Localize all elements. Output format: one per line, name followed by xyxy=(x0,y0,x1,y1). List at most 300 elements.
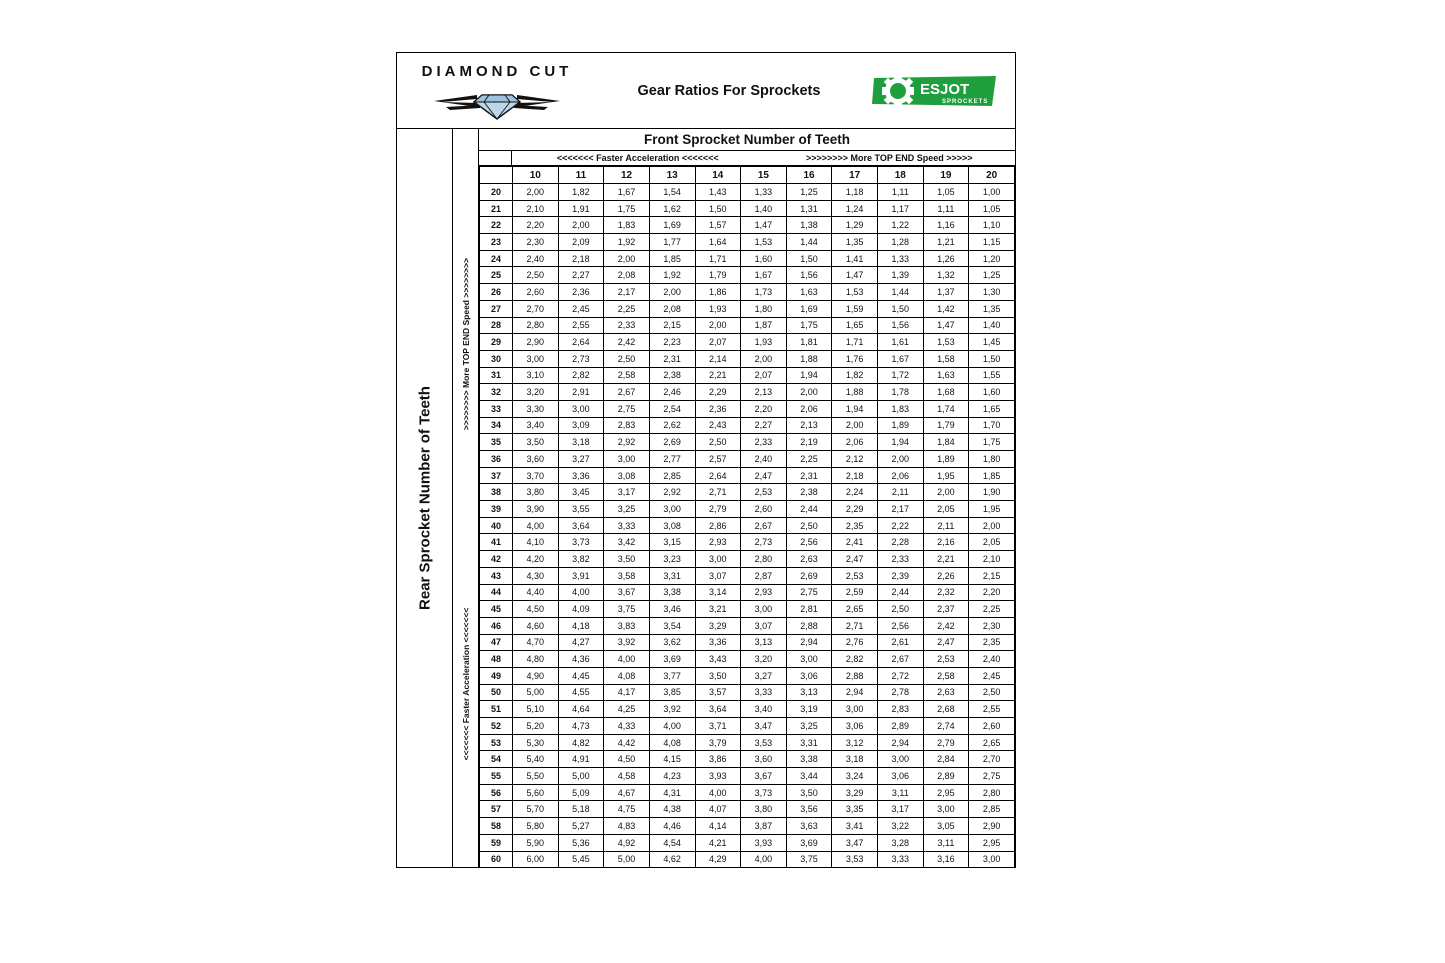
ratio-cell: 2,11 xyxy=(878,484,924,501)
ratio-cell: 2,37 xyxy=(923,601,969,618)
ratio-cell: 3,11 xyxy=(923,834,969,851)
rear-teeth-header-27: 27 xyxy=(480,300,513,317)
ratio-cell: 1,25 xyxy=(786,184,832,201)
table-row xyxy=(480,701,1015,718)
table-row xyxy=(480,267,1015,284)
front-direction-row xyxy=(479,151,1015,166)
ratio-cell: 4,00 xyxy=(604,651,650,668)
ratio-cell: 3,50 xyxy=(786,784,832,801)
rear-teeth-header-37: 37 xyxy=(480,467,513,484)
ratio-cell: 4,60 xyxy=(513,617,559,634)
ratio-cell: 3,16 xyxy=(923,851,969,867)
rear-teeth-header-31: 31 xyxy=(480,367,513,384)
table-header xyxy=(480,167,1015,184)
ratio-cell: 3,33 xyxy=(741,684,787,701)
rear-acceleration-arrow: <<<<<<< Faster Acceleration <<<<<<< xyxy=(460,607,471,761)
ratio-cell: 1,25 xyxy=(969,267,1015,284)
front-teeth-header-12: 12 xyxy=(604,167,650,184)
rear-teeth-header-52: 52 xyxy=(480,718,513,735)
ratio-cell: 1,53 xyxy=(923,334,969,351)
ratio-cell: 3,62 xyxy=(649,634,695,651)
ratio-cell: 3,29 xyxy=(695,617,741,634)
ratio-cell: 2,47 xyxy=(741,467,787,484)
ratio-cell: 1,56 xyxy=(878,317,924,334)
ratio-cell: 2,56 xyxy=(878,617,924,634)
svg-text:ESJOT: ESJOT xyxy=(920,80,970,98)
ratio-cell: 3,05 xyxy=(923,818,969,835)
ratio-cell: 2,87 xyxy=(741,567,787,584)
ratio-cell: 1,61 xyxy=(878,334,924,351)
ratio-cell: 2,81 xyxy=(786,601,832,618)
ratio-cell: 2,19 xyxy=(786,434,832,451)
ratio-cell: 2,50 xyxy=(604,350,650,367)
ratio-cell: 3,06 xyxy=(832,718,878,735)
rear-teeth-header-50: 50 xyxy=(480,684,513,701)
gear-ratio-table xyxy=(479,166,1015,867)
ratio-cell: 2,70 xyxy=(513,300,559,317)
ratio-cell: 3,36 xyxy=(558,467,604,484)
ratio-cell: 3,00 xyxy=(513,350,559,367)
ratio-cell: 1,55 xyxy=(969,367,1015,384)
ratio-cell: 3,08 xyxy=(649,517,695,534)
ratio-cell: 1,21 xyxy=(923,234,969,251)
ratio-cell: 2,93 xyxy=(695,534,741,551)
ratio-cell: 2,54 xyxy=(649,400,695,417)
ratio-cell: 2,79 xyxy=(695,501,741,518)
ratio-cell: 2,24 xyxy=(832,484,878,501)
ratio-cell: 1,92 xyxy=(604,234,650,251)
ratio-cell: 1,62 xyxy=(649,200,695,217)
brand-name: DIAMOND CUT xyxy=(421,62,573,80)
table-row xyxy=(480,284,1015,301)
ratio-cell: 3,64 xyxy=(695,701,741,718)
ratio-cell: 1,85 xyxy=(649,250,695,267)
ratio-cell: 3,29 xyxy=(832,784,878,801)
ratio-cell: 2,31 xyxy=(649,350,695,367)
ratio-cell: 2,17 xyxy=(878,501,924,518)
table-row xyxy=(480,484,1015,501)
table-row xyxy=(480,551,1015,568)
rear-teeth-header-54: 54 xyxy=(480,751,513,768)
ratio-cell: 2,71 xyxy=(695,484,741,501)
ratio-cell: 2,57 xyxy=(695,451,741,468)
ratio-cell: 2,89 xyxy=(878,718,924,735)
ratio-cell: 3,00 xyxy=(832,701,878,718)
table-row xyxy=(480,384,1015,401)
ratio-cell: 1,45 xyxy=(969,334,1015,351)
rear-teeth-header-34: 34 xyxy=(480,417,513,434)
rear-teeth-header-51: 51 xyxy=(480,701,513,718)
ratio-cell: 2,27 xyxy=(741,417,787,434)
faster-acceleration-label: <<<<<<< Faster Acceleration <<<<<<< xyxy=(556,153,719,163)
ratio-cell: 2,82 xyxy=(558,367,604,384)
ratio-cell: 1,44 xyxy=(878,284,924,301)
ratio-cell: 3,63 xyxy=(786,818,832,835)
table-row xyxy=(480,718,1015,735)
rear-teeth-header-42: 42 xyxy=(480,551,513,568)
ratio-cell: 3,75 xyxy=(604,601,650,618)
ratio-cell: 2,89 xyxy=(923,768,969,785)
ratio-cell: 3,36 xyxy=(695,634,741,651)
front-teeth-header-14: 14 xyxy=(695,167,741,184)
ratio-cell: 2,60 xyxy=(513,284,559,301)
ratio-cell: 2,29 xyxy=(695,384,741,401)
table-row xyxy=(480,818,1015,835)
ratio-cell: 4,70 xyxy=(513,634,559,651)
ratio-cell: 2,21 xyxy=(695,367,741,384)
ratio-cell: 1,28 xyxy=(878,234,924,251)
ratio-cell: 5,30 xyxy=(513,734,559,751)
ratio-cell: 2,00 xyxy=(604,250,650,267)
ratio-cell: 1,88 xyxy=(786,350,832,367)
ratio-cell: 4,50 xyxy=(513,601,559,618)
rear-teeth-header-33: 33 xyxy=(480,400,513,417)
table-row xyxy=(480,734,1015,751)
ratio-cell: 2,38 xyxy=(786,484,832,501)
rear-teeth-header-44: 44 xyxy=(480,584,513,601)
ratio-cell: 2,35 xyxy=(832,517,878,534)
front-teeth-header-16: 16 xyxy=(786,167,832,184)
top-end-speed-label: >>>>>>>> More TOP END Speed >>>>> xyxy=(805,153,973,163)
ratio-cell: 2,20 xyxy=(513,217,559,234)
ratio-cell: 1,53 xyxy=(832,284,878,301)
ratio-cell: 1,15 xyxy=(969,234,1015,251)
ratio-cell: 2,80 xyxy=(513,317,559,334)
ratio-cell: 1,32 xyxy=(923,267,969,284)
table-row xyxy=(480,768,1015,785)
ratio-cell: 5,40 xyxy=(513,751,559,768)
ratio-cell: 2,33 xyxy=(878,551,924,568)
ratio-cell: 2,69 xyxy=(649,434,695,451)
ratio-cell: 2,70 xyxy=(969,751,1015,768)
ratio-cell: 2,39 xyxy=(878,567,924,584)
ratio-cell: 4,27 xyxy=(558,634,604,651)
ratio-cell: 4,08 xyxy=(649,734,695,751)
front-teeth-header-19: 19 xyxy=(923,167,969,184)
ratio-cell: 5,90 xyxy=(513,834,559,851)
ratio-cell: 2,36 xyxy=(695,400,741,417)
ratio-cell: 1,68 xyxy=(923,384,969,401)
ratio-cell: 2,75 xyxy=(969,768,1015,785)
ratio-cell: 2,00 xyxy=(832,417,878,434)
ratio-cell: 1,95 xyxy=(969,501,1015,518)
ratio-cell: 2,18 xyxy=(832,467,878,484)
ratio-cell: 1,16 xyxy=(923,217,969,234)
ratio-cell: 1,42 xyxy=(923,300,969,317)
ratio-cell: 2,69 xyxy=(786,567,832,584)
ratio-cell: 2,35 xyxy=(969,634,1015,651)
ratio-cell: 1,53 xyxy=(741,234,787,251)
ratio-cell: 2,38 xyxy=(649,367,695,384)
ratio-cell: 4,25 xyxy=(604,701,650,718)
ratio-cell: 2,95 xyxy=(923,784,969,801)
rear-teeth-header-29: 29 xyxy=(480,334,513,351)
ratio-cell: 3,25 xyxy=(786,718,832,735)
svg-text:SPROCKETS: SPROCKETS xyxy=(942,98,989,105)
ratio-cell: 2,64 xyxy=(695,467,741,484)
ratio-cell: 3,80 xyxy=(741,801,787,818)
ratio-cell: 2,50 xyxy=(513,267,559,284)
table-row xyxy=(480,350,1015,367)
ratio-cell: 2,63 xyxy=(923,684,969,701)
rear-teeth-header-46: 46 xyxy=(480,617,513,634)
ratio-cell: 1,92 xyxy=(649,267,695,284)
ratio-cell: 1,65 xyxy=(832,317,878,334)
ratio-cell: 1,94 xyxy=(878,434,924,451)
ratio-cell: 3,82 xyxy=(558,551,604,568)
page-title: Gear Ratios For Sprockets xyxy=(637,82,821,99)
ratio-cell: 1,11 xyxy=(878,184,924,201)
ratio-cell: 1,43 xyxy=(695,184,741,201)
ratio-cell: 2,44 xyxy=(878,584,924,601)
ratio-cell: 3,71 xyxy=(695,718,741,735)
ratio-cell: 2,77 xyxy=(649,451,695,468)
ratio-cell: 3,92 xyxy=(604,634,650,651)
ratio-cell: 4,80 xyxy=(513,651,559,668)
ratio-cell: 2,85 xyxy=(969,801,1015,818)
ratio-cell: 2,53 xyxy=(741,484,787,501)
ratio-cell: 1,94 xyxy=(832,400,878,417)
ratio-cell: 3,27 xyxy=(558,451,604,468)
ratio-cell: 5,00 xyxy=(558,768,604,785)
ratio-cell: 2,06 xyxy=(878,467,924,484)
rear-teeth-header-55: 55 xyxy=(480,768,513,785)
table-row xyxy=(480,601,1015,618)
ratio-cell: 3,17 xyxy=(878,801,924,818)
front-teeth-header-20: 20 xyxy=(969,167,1015,184)
ratio-cell: 1,50 xyxy=(786,250,832,267)
ratio-cell: 3,50 xyxy=(604,551,650,568)
ratio-cell: 4,90 xyxy=(513,667,559,684)
ratio-cell: 2,44 xyxy=(786,501,832,518)
table-row xyxy=(480,651,1015,668)
ratio-cell: 3,55 xyxy=(558,501,604,518)
ratio-cell: 3,41 xyxy=(832,818,878,835)
ratio-cell: 2,80 xyxy=(741,551,787,568)
ratio-cell: 3,22 xyxy=(878,818,924,835)
ratio-cell: 3,92 xyxy=(649,701,695,718)
ratio-cell: 2,20 xyxy=(969,584,1015,601)
rear-title-text: Rear Sprocket Number of Teeth xyxy=(416,386,433,611)
ratio-cell: 2,42 xyxy=(604,334,650,351)
ratio-cell: 3,00 xyxy=(969,851,1015,867)
ratio-cell: 2,30 xyxy=(513,234,559,251)
ratio-cell: 2,15 xyxy=(969,567,1015,584)
ratio-cell: 1,79 xyxy=(923,417,969,434)
ratio-cell: 4,82 xyxy=(558,734,604,751)
ratio-cell: 2,90 xyxy=(969,818,1015,835)
ratio-cell: 3,15 xyxy=(649,534,695,551)
ratio-cell: 3,42 xyxy=(604,534,650,551)
ratio-cell: 3,07 xyxy=(695,567,741,584)
ratio-cell: 2,30 xyxy=(969,617,1015,634)
ratio-cell: 4,42 xyxy=(604,734,650,751)
ratio-cell: 4,20 xyxy=(513,551,559,568)
ratio-cell: 3,25 xyxy=(604,501,650,518)
ratio-cell: 2,47 xyxy=(923,634,969,651)
ratio-cell: 2,00 xyxy=(558,217,604,234)
ratio-cell: 2,62 xyxy=(649,417,695,434)
rear-top-end-arrow: >>>>>>>> More TOP END Speed >>>>>>>> xyxy=(460,257,471,431)
ratio-cell: 2,94 xyxy=(832,684,878,701)
ratio-cell: 1,54 xyxy=(649,184,695,201)
ratio-cell: 2,11 xyxy=(923,517,969,534)
ratio-cell: 5,45 xyxy=(558,851,604,867)
ratio-cell: 3,35 xyxy=(832,801,878,818)
ratio-cell: 1,60 xyxy=(741,250,787,267)
ratio-cell: 2,21 xyxy=(923,551,969,568)
ratio-cell: 4,36 xyxy=(558,651,604,668)
ratio-cell: 2,61 xyxy=(878,634,924,651)
ratio-cell: 1,65 xyxy=(969,400,1015,417)
ratio-cell: 2,78 xyxy=(878,684,924,701)
ratio-cell: 1,60 xyxy=(969,384,1015,401)
ratio-cell: 1,69 xyxy=(649,217,695,234)
ratio-cell: 3,93 xyxy=(695,768,741,785)
ratio-cell: 4,38 xyxy=(649,801,695,818)
ratio-cell: 2,82 xyxy=(832,651,878,668)
ratio-cell: 4,14 xyxy=(695,818,741,835)
ratio-cell: 2,07 xyxy=(741,367,787,384)
ratio-cell: 2,22 xyxy=(878,517,924,534)
table-row xyxy=(480,184,1015,201)
ratio-cell: 2,86 xyxy=(695,517,741,534)
ratio-cell: 2,56 xyxy=(786,534,832,551)
ratio-cell: 3,11 xyxy=(878,784,924,801)
ratio-cell: 5,00 xyxy=(513,684,559,701)
ratio-cell: 2,20 xyxy=(741,400,787,417)
table-row xyxy=(480,617,1015,634)
ratio-cell: 1,47 xyxy=(741,217,787,234)
rear-teeth-header-32: 32 xyxy=(480,384,513,401)
ratio-cell: 2,40 xyxy=(513,250,559,267)
rear-direction-arrows xyxy=(453,129,479,867)
ratio-cell: 1,76 xyxy=(832,350,878,367)
ratio-cell: 3,90 xyxy=(513,501,559,518)
diamond-wings-logo xyxy=(432,81,562,121)
ratio-cell: 1,29 xyxy=(832,217,878,234)
ratio-cell: 5,10 xyxy=(513,701,559,718)
ratio-cell: 2,45 xyxy=(969,667,1015,684)
ratio-cell: 2,32 xyxy=(923,584,969,601)
rear-teeth-header-53: 53 xyxy=(480,734,513,751)
ratio-cell: 1,71 xyxy=(832,334,878,351)
ratio-cell: 4,00 xyxy=(649,718,695,735)
ratio-cell: 4,00 xyxy=(558,584,604,601)
ratio-cell: 1,95 xyxy=(923,467,969,484)
ratio-cell: 2,90 xyxy=(513,334,559,351)
ratio-cell: 1,35 xyxy=(969,300,1015,317)
ratio-cell: 4,54 xyxy=(649,834,695,851)
ratio-cell: 3,00 xyxy=(604,451,650,468)
rear-teeth-header-38: 38 xyxy=(480,484,513,501)
ratio-cell: 1,88 xyxy=(832,384,878,401)
ratio-cell: 3,00 xyxy=(558,400,604,417)
rear-teeth-header-20: 20 xyxy=(480,184,513,201)
ratio-cell: 1,82 xyxy=(558,184,604,201)
ratio-cell: 2,00 xyxy=(695,317,741,334)
ratio-cell: 2,28 xyxy=(878,534,924,551)
ratio-cell: 1,85 xyxy=(969,467,1015,484)
ratio-cell: 5,18 xyxy=(558,801,604,818)
ratio-cell: 2,72 xyxy=(878,667,924,684)
ratio-cell: 3,50 xyxy=(513,434,559,451)
ratio-cell: 3,86 xyxy=(695,751,741,768)
esjot-logo-cell xyxy=(855,74,1015,108)
ratio-cell: 1,72 xyxy=(878,367,924,384)
ratio-cell: 1,33 xyxy=(878,250,924,267)
ratio-cell: 4,83 xyxy=(604,818,650,835)
ratio-cell: 3,40 xyxy=(741,701,787,718)
esjot-sprockets-logo xyxy=(870,74,1000,108)
ratio-cell: 1,71 xyxy=(695,250,741,267)
ratio-cell: 2,58 xyxy=(604,367,650,384)
ratio-cell: 3,00 xyxy=(786,651,832,668)
ratio-cell: 2,14 xyxy=(695,350,741,367)
ratio-cell: 1,81 xyxy=(786,334,832,351)
ratio-cell: 2,60 xyxy=(741,501,787,518)
ratio-cell: 5,09 xyxy=(558,784,604,801)
ratio-cell: 2,83 xyxy=(878,701,924,718)
ratio-cell: 2,47 xyxy=(832,551,878,568)
gear-ratio-sheet xyxy=(396,52,1016,868)
ratio-cell: 1,41 xyxy=(832,250,878,267)
ratio-cell: 3,06 xyxy=(878,768,924,785)
table-row xyxy=(480,834,1015,851)
ratio-cell: 1,39 xyxy=(878,267,924,284)
table-row xyxy=(480,801,1015,818)
ratio-cell: 3,09 xyxy=(558,417,604,434)
ratio-cell: 1,93 xyxy=(741,334,787,351)
table-row xyxy=(480,417,1015,434)
ratio-cell: 2,79 xyxy=(923,734,969,751)
ratio-cell: 3,69 xyxy=(649,651,695,668)
ratio-cell: 3,28 xyxy=(878,834,924,851)
table-row xyxy=(480,200,1015,217)
rear-teeth-header-24: 24 xyxy=(480,250,513,267)
ratio-cell: 3,73 xyxy=(741,784,787,801)
front-teeth-header-10: 10 xyxy=(513,167,559,184)
front-teeth-header-15: 15 xyxy=(741,167,787,184)
ratio-cell: 2,00 xyxy=(969,517,1015,534)
rear-teeth-header-60: 60 xyxy=(480,851,513,867)
rear-teeth-header-28: 28 xyxy=(480,317,513,334)
ratio-cell: 1,91 xyxy=(558,200,604,217)
ratio-cell: 3,00 xyxy=(649,501,695,518)
ratio-cell: 1,00 xyxy=(969,184,1015,201)
ratio-cell: 3,43 xyxy=(695,651,741,668)
ratio-cell: 2,40 xyxy=(969,651,1015,668)
ratio-cell: 4,58 xyxy=(604,768,650,785)
ratio-cell: 3,00 xyxy=(741,601,787,618)
ratio-cell: 2,88 xyxy=(786,617,832,634)
table-row xyxy=(480,367,1015,384)
ratio-cell: 2,59 xyxy=(832,584,878,601)
ratio-cell: 1,38 xyxy=(786,217,832,234)
ratio-cell: 2,07 xyxy=(695,334,741,351)
ratio-cell: 1,22 xyxy=(878,217,924,234)
rear-teeth-header-35: 35 xyxy=(480,434,513,451)
ratio-cell: 3,00 xyxy=(695,551,741,568)
ratio-cell: 1,17 xyxy=(878,200,924,217)
ratio-cell: 2,45 xyxy=(558,300,604,317)
ratio-cell: 4,92 xyxy=(604,834,650,851)
ratio-cell: 1,94 xyxy=(786,367,832,384)
ratio-cell: 2,10 xyxy=(969,551,1015,568)
ratio-cell: 2,67 xyxy=(878,651,924,668)
ratio-cell: 1,83 xyxy=(604,217,650,234)
ratio-cell: 2,29 xyxy=(832,501,878,518)
